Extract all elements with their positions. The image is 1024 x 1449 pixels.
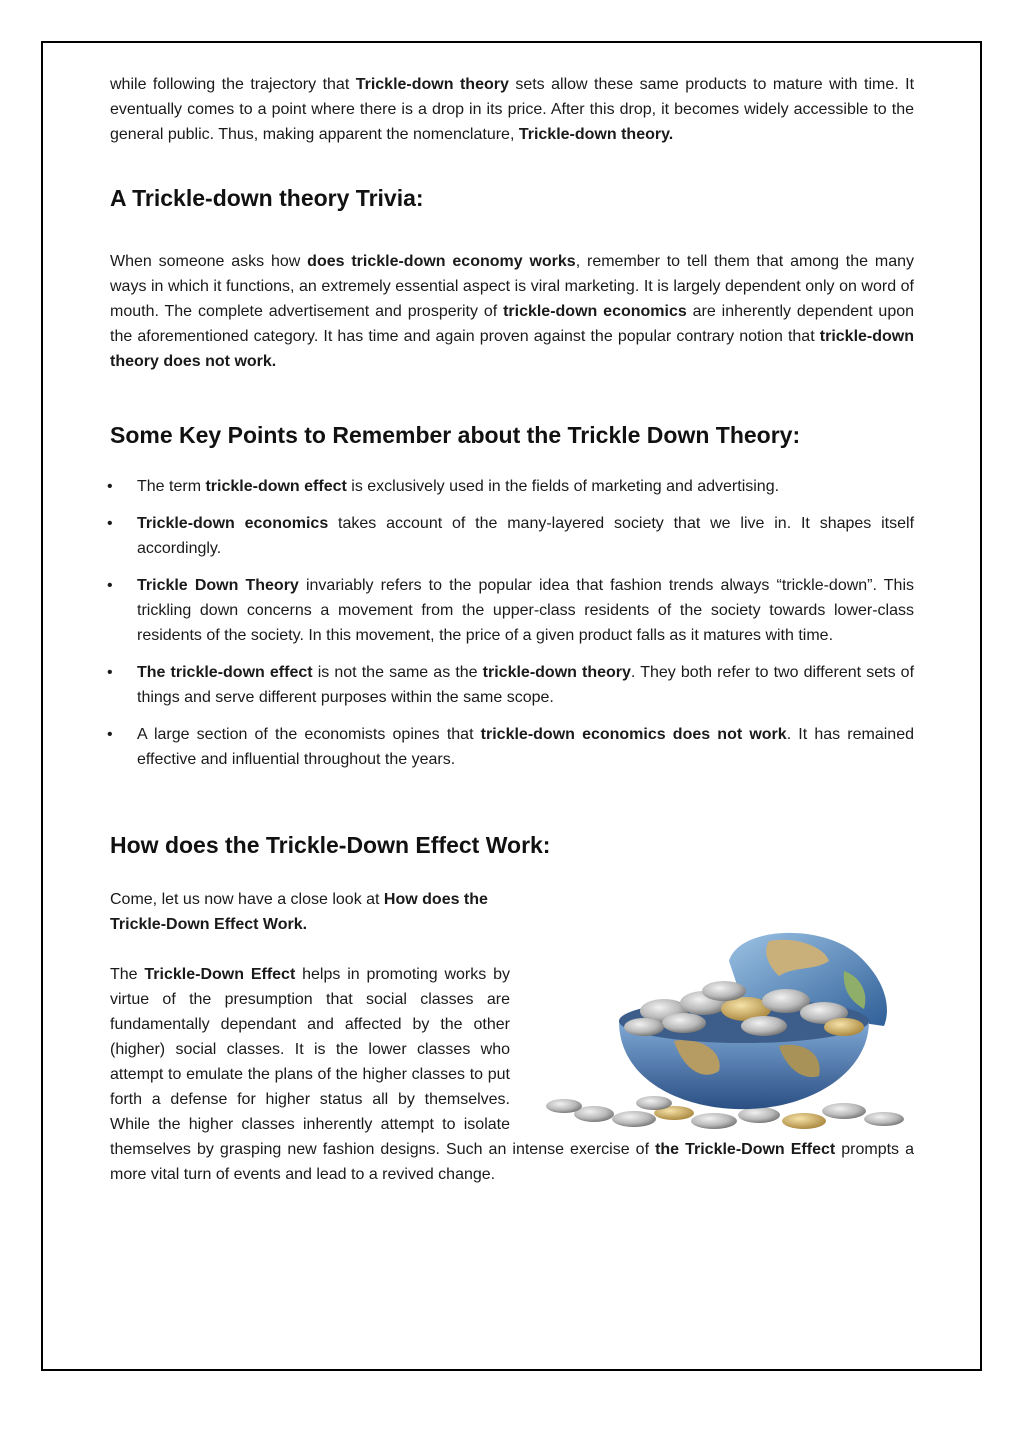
text-run: Come, let us now have a close look at (110, 891, 384, 908)
text-run: . They both refer to two different sets of things and serve different purposes within the same scope. (137, 664, 915, 706)
intro-paragraph (110, 72, 914, 147)
how-intro-paragraph (110, 887, 914, 937)
bold-run: The trickle-down effect (137, 664, 313, 681)
bold-run: How does the Trickle-Down Effect Work. (110, 891, 488, 933)
bold-run: the Trickle-Down Effect (655, 1141, 836, 1158)
list-item (110, 474, 914, 499)
list-item (110, 573, 914, 648)
bold-run: Trickle-down economics (137, 515, 329, 532)
document-body (110, 72, 914, 1187)
bold-run: does trickle-down economy works (307, 253, 576, 270)
list-item (110, 511, 914, 561)
bold-run: trickle-down theory (482, 664, 631, 681)
text-run: helps in promoting works by virtue of the presumption that social classes are fundamentally dependant and affected by the other (higher) social classes. It is the lower classes who attempt to emulate the plans of the higher classes to put forth a defense for higher status all by themselves. While the higher classes inherently attempt to isolate themselves by grasping new fashion designs. Such an intense exercise of (110, 966, 656, 1158)
text-run: The (110, 966, 145, 983)
text-run: is exclusively used in the fields of marketing and advertising. (346, 478, 780, 495)
globe-with-coins-icon (524, 931, 914, 1131)
how-heading: How does the Trickle-Down Effect Work: (110, 832, 551, 858)
bold-run: trickle-down economics (503, 303, 687, 320)
bold-run: Trickle-down theory. (518, 126, 674, 143)
text-run: prompts a more vital turn of events and lead to a revived change. (110, 1141, 914, 1183)
keypoints-list (110, 474, 914, 772)
text-run: The term (137, 478, 206, 495)
trivia-paragraph (110, 249, 914, 374)
bold-run: Trickle Down Theory (137, 577, 299, 594)
text-run: are inherently dependent upon the aforementioned category. It has time and again proven against the popular contrary notion that (110, 303, 915, 345)
text-run: invariably refers to the popular idea that fashion trends always “trickle-down”. This trickling down concerns a movement from the upper-class residents of the society towards lower-class residents of the society. In this movement, the price of a given product falls as it matures with time. (137, 577, 915, 644)
list-item (110, 722, 914, 772)
bold-run: trickle-down effect (205, 478, 347, 495)
list-item (110, 660, 914, 710)
bold-run: Trickle-down theory (355, 76, 509, 93)
text-run: sets allow these same products to mature with time. It eventually comes to a point where there is a drop in its price. After this drop, it becomes widely accessible to the general public. Thus, making apparent the nomenclature, (110, 76, 915, 143)
text-run: When someone asks how (110, 253, 308, 270)
text-run: while following the trajectory that (110, 76, 356, 93)
text-run: , remember to tell them that among the many ways in which it functions, an extremely essential aspect is viral marketing. It is largely dependent only on word of mouth. The complete advertisement and prosperity of (110, 253, 915, 320)
text-run: A large section of the economists opines that (137, 726, 481, 743)
bold-run: Trickle-Down Effect (144, 966, 296, 983)
how-section (110, 887, 914, 1187)
bold-run: trickle-down theory does not work. (110, 328, 914, 370)
text-run: takes account of the many-layered society that we live in. It shapes itself accordingly. (137, 515, 915, 557)
trivia-heading: A Trickle-down theory Trivia: (110, 185, 424, 211)
text-run: . It has remained effective and influential throughout the years. (137, 726, 914, 768)
keypoints-heading: Some Key Points to Remember about the Trickle Down Theory: (110, 422, 801, 448)
bold-run: trickle-down economics does not work (480, 726, 787, 743)
text-run: is not the same as the (312, 664, 483, 681)
